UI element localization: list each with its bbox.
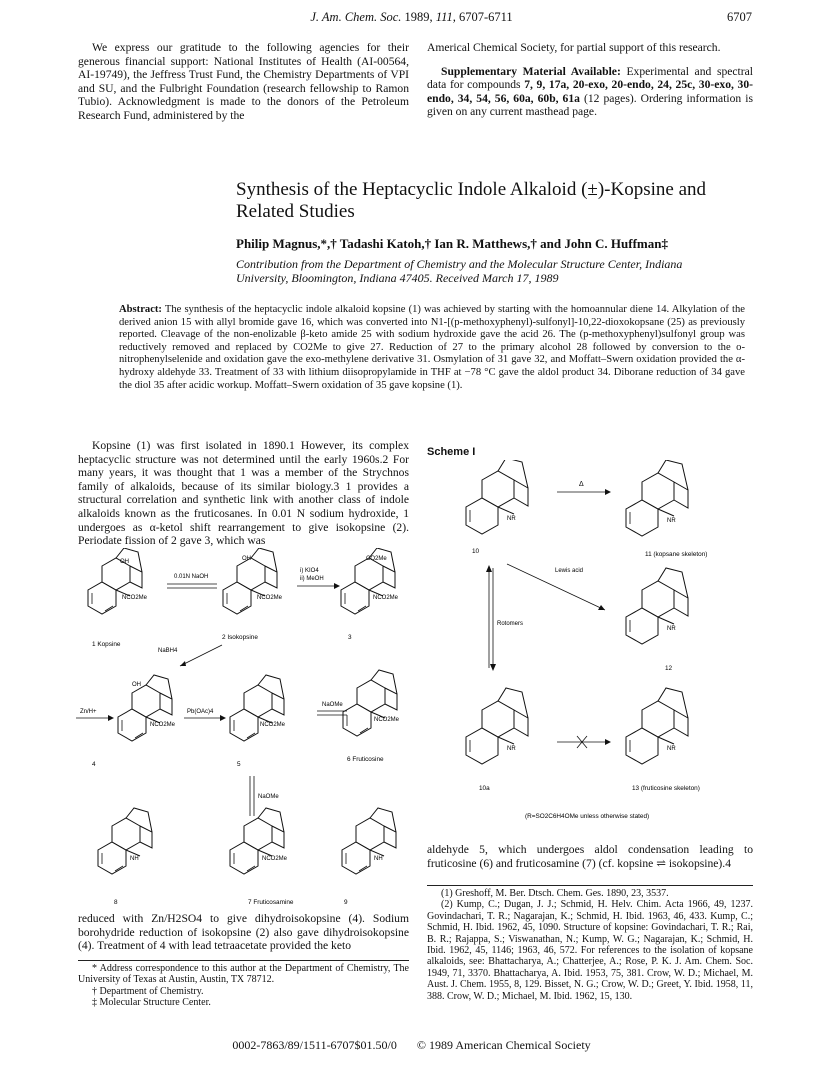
- supplementary-material: [427, 65, 753, 119]
- group-nco2me-5: NCO2Me: [260, 722, 286, 728]
- label-1-kopsine: 1 Kopsine: [92, 641, 121, 648]
- reagent-nabh4: NaBH4: [158, 648, 178, 654]
- affiliation-line-1: Contribution from the Department of Chemistry and the Molecular Structure Center, Indiana: [236, 257, 683, 271]
- author-footnotes: [78, 963, 409, 1009]
- acknowledgment-text: [78, 41, 409, 123]
- scheme-note: (R=SO2C6H4OMe unless otherwise stated): [525, 813, 650, 820]
- acknowledgment-continued: Americal Chemical Society, for partial support of this research.: [427, 41, 721, 54]
- label-6-fruticosine: 6 Fruticosine: [347, 756, 384, 763]
- structure-3: [341, 548, 399, 614]
- reference-2: (2) Kump, C.; Dugan, J. J.; Schmid, H. Helv. Chim. Acta 1966, 49, 1237. Govindachari, T. R.; Nagarajan, K.; Schmid, H. Ibid. 1963, 46, 433. Kump, C.; Schmid, H. Ibid. 1962, 45, 1090. Structure of kopsine: Govindachari, T. R.; Rai, B. R.; Rajappa, S.; Viswanathan, N.; Kump, W. G.; Nagarajan, K.; Schmid, H. Ibid. 1962, 45, 1146; 1963, 46, 572. For references to the isolation of kopsane alkaloids, see: Bhattacharya, A.; Chatterjee, A.; Rose, P. K. J. Am. Chem. Soc. 1949, 71, 3370. Bhattacharya, A. Ibid. 1953, 75, 381. Crow, W. D.; Michael, M. Aust. J. Chem. 1955, 8, 129. Bisset, N. G.; Crow, W. D.; Greet, Y. Ibid. 1958, 11, 388. Crow, W. D.; Michael, M. Ibid. 1962, 15, 130.: [427, 899, 753, 1002]
- reagent-kio4: i) KIO4: [300, 568, 319, 574]
- reagent-lewis-acid: Lewis acid: [555, 568, 584, 574]
- group-nco2me-3: NCO2Me: [373, 595, 399, 601]
- reagent-delta: Δ: [579, 481, 584, 488]
- intro-text: Kopsine (1) was first isolated in 1890.1 However, its complex heptacyclic structure was not determined until the early 1960s.2 For many years, it was thought that 1 was a member of the Strychnos family of alkaloids, because of its similar biology.3 1 provides a structural correlation and synthetic link with another class of indole alkaloids known as the fruticosanes. In 0.01 N sodium hydroxide, 1 undergoes as α-ketol shift rearrangement to give isokopsine (2). Periodate fission of 2 gave 3, which was: [78, 439, 409, 548]
- structure-kopsine: [88, 548, 148, 614]
- group-co2me: CO2Me: [366, 556, 387, 562]
- acknowledgment-paragraph: We express our gratitude to the following agencies for their generous financial support: National Institutes of Health (AI-00564, AI-19749), the Jeffress Trust Fund, the Chemistry Departments of VPI and SU, and the Fulbright Foundation (research fellowship to Ramon Tubio). Acknowledgment is made to the donors of the Petroleum Research Fund, administered by the: [78, 41, 409, 122]
- affiliation-line-2: University, Bloomington, Indiana 47405. Received March 17, 1989: [236, 271, 559, 285]
- reagent-zn: Zn/H+: [80, 709, 97, 715]
- structure-4: [118, 675, 176, 741]
- label-8: 8: [114, 899, 118, 906]
- affiliation: [236, 257, 756, 285]
- structure-10a: [466, 688, 528, 764]
- body-text-2: reduced with Zn/H2SO4 to give dihydroisokopsine (4). Sodium borohydride reduction of isokopsine (2) also gave dihydroisokopsine (4). Treatment of 4 with lead tetraacetate provided the keto: [78, 912, 409, 953]
- reference-1: (1) Greshoff, M. Ber. Dtsch. Chem. Ges. 1890, 23, 3537.: [441, 888, 669, 899]
- journal-pages: 6707-6711: [458, 10, 513, 24]
- group-oh-2: OH: [242, 556, 251, 562]
- label-3: 3: [348, 634, 352, 641]
- footnote-address: * Address correspondence to this author at the Department of Chemistry, The University of Texas at Austin, Austin, TX 78712.: [78, 963, 409, 986]
- scheme-1-figure: [427, 460, 753, 830]
- reagent-naome-2: NaOMe: [258, 794, 279, 800]
- label-4: 4: [92, 761, 96, 768]
- kopsine-reaction-figure: [72, 548, 417, 908]
- footnote-rule: [78, 960, 409, 961]
- group-nco2me-1: NCO2Me: [122, 595, 148, 601]
- label-10a: 10a: [479, 785, 490, 792]
- label-12: 12: [665, 665, 673, 672]
- group-nco2me-7: NCO2Me: [262, 856, 288, 862]
- footer-copyright: © 1989 American Chemical Society: [416, 1038, 591, 1052]
- structure-isokopsine: [223, 548, 283, 614]
- right-body-paragraph: [427, 843, 753, 870]
- reagent-naome-1: NaOMe: [322, 702, 343, 708]
- nr-10: NR: [507, 516, 516, 522]
- group-oh-1: OH: [120, 559, 129, 565]
- footer: [0, 1038, 823, 1053]
- label-13: 13 (fruticosine skeleton): [632, 785, 700, 792]
- title-line-2: Related Studies: [236, 201, 355, 222]
- supplementary-text-b: (12 pages). Ordering information is given on any current masthead page.: [427, 91, 753, 119]
- label-9: 9: [344, 899, 348, 906]
- references-rule: [427, 885, 753, 886]
- group-nh-9: NH: [374, 856, 383, 862]
- footnote-chem: † Department of Chemistry.: [92, 985, 204, 997]
- supplementary-text-a: Experimental and spectral data for compounds: [427, 64, 753, 92]
- structure-12: [626, 568, 688, 644]
- references: [427, 888, 753, 1002]
- structure-fruticosamine: [230, 808, 288, 874]
- structure-fruticosine: [343, 670, 400, 736]
- body-paragraph-2: [78, 912, 409, 953]
- scheme-title: Scheme I: [427, 446, 476, 458]
- structure-10: [466, 460, 528, 534]
- label-10: 10: [472, 548, 480, 555]
- group-nco2me-6: NCO2Me: [374, 717, 400, 723]
- title-line-1: Synthesis of the Heptacyclic Indole Alkaloid (±)-Kopsine and: [236, 179, 707, 200]
- label-7-fruticosamine: 7 Fruticosamine: [248, 899, 294, 906]
- journal-name: J. Am. Chem. Soc.: [310, 10, 402, 24]
- group-nco2me-2: NCO2Me: [257, 595, 283, 601]
- group-oh-4: OH: [132, 682, 141, 688]
- journal-volume: 111,: [435, 10, 456, 24]
- structure-13: [626, 688, 688, 764]
- nr-10a: NR: [507, 746, 516, 752]
- footer-code: 0002-7863/89/1511-6707$01.50/0: [232, 1038, 397, 1052]
- label-11: 11 (kopsane skeleton): [645, 551, 708, 558]
- reagent-naoh: 0.01N NaOH: [174, 574, 209, 580]
- journal-year: 1989,: [404, 10, 433, 24]
- supplementary-compounds: 7, 9, 17a, 20-exo, 20-endo, 24, 25c, 30-exo, 30-endo, 34, 54, 56, 60a, 60b, 61a: [427, 78, 753, 105]
- running-header: [0, 10, 823, 25]
- footnote-msc: ‡ Molecular Structure Center.: [92, 997, 211, 1009]
- nr-13: NR: [667, 746, 676, 752]
- structure-11: [626, 460, 688, 536]
- label-2-isokopsine: 2 Isokopsine: [222, 634, 258, 641]
- reagent-meoh: ii) MeOH: [300, 576, 324, 582]
- structure-9: [342, 808, 396, 874]
- nr-11: NR: [667, 518, 676, 524]
- right-body-text: aldehyde 5, which undergoes aldol condensation leading to fruticosine (6) and fruticosamine (7) (cf. kopsine ⇌ isokopsine).4: [427, 843, 753, 870]
- structure-8: [98, 808, 152, 874]
- article-title: [236, 179, 776, 223]
- page-number: 6707: [727, 10, 752, 24]
- abstract-label: Abstract:: [119, 304, 162, 315]
- abstract-text: The synthesis of the heptacyclic indole alkaloid kopsine (1) was achieved by starting with the homoannular diene 14. Alkylation of the derived anion 15 with allyl bromide gave 16, which was converted into N1-[(p-methoxyphenyl)-sulfonyl]-10,22-dioxokopsane (25) as previously reported. Cleavage of the non-enolizable β-keto amide 25 with sodium hydroxide gave the acid 26. The (p-methoxyphenyl)sulfonyl group was reductively removed and replaced by CO2Me to give 27. Reduction of 27 to the primary alcohol 28 followed by conversion to the o-nitrophenylselenide and oxidation gave the exo-methylene derivative 31. Osmylation of 31 gave 32, and Moffatt–Swern oxidation provided the α-hydroxy aldehyde 33. Treatment of 33 with lithium diisopropylamide in THF at −78 °C gave the aldol product 34. Diborane reduction of 34 gave the diol 35 after acidic workup. Moffatt–Swern oxidation of 35 gave kopsine (1).: [119, 304, 745, 391]
- reagent-pboac: Pb(OAc)4: [187, 709, 214, 715]
- nr-12: NR: [667, 626, 676, 632]
- reagent-rotomers: Rotomers: [497, 621, 524, 627]
- group-nh-8: NH: [130, 856, 139, 862]
- top-right-column: [427, 41, 753, 119]
- structure-5: [230, 675, 286, 741]
- abstract: [119, 304, 745, 392]
- supplementary-label: Supplementary Material Available:: [441, 64, 621, 78]
- label-5: 5: [237, 761, 241, 768]
- group-nco2me-4: NCO2Me: [150, 722, 176, 728]
- intro-paragraph: [78, 439, 409, 548]
- author-list: Philip Magnus,*,† Tadashi Katoh,† Ian R. Matthews,† and John C. Huffman‡: [236, 236, 668, 251]
